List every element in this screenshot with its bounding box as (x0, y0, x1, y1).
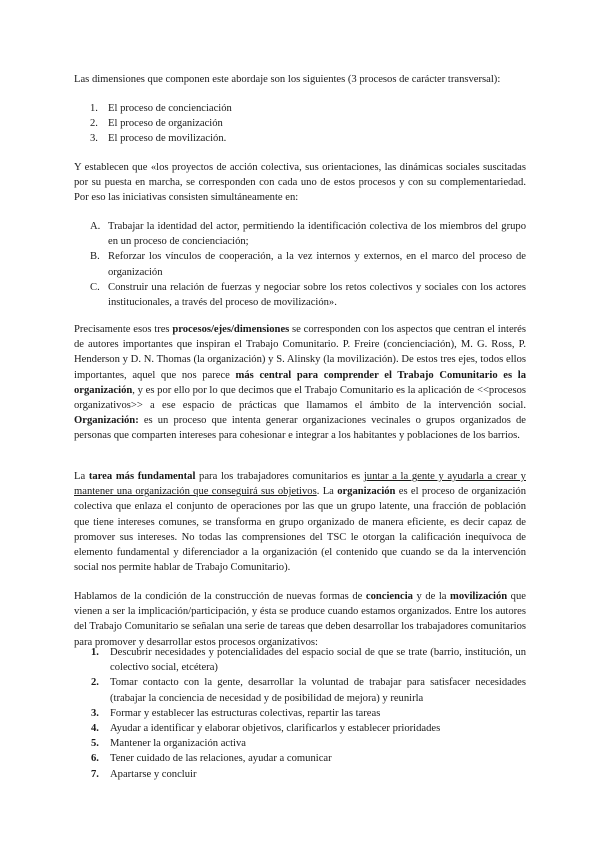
tarea-paragraph: La tarea más fundamental para los trabajadores comunitarios es juntar a la gente y ayudarla a crear y mantener una organización que conseguirá sus objetivos. La organización es el proceso de organización colectiva que enlaza el conjunto de operaciones por las que un grupo latente, una fracción de población que tiene intereses comunes, se transforma en grupo organizado de manera eficiente, es decir capaz de promover sus intereses. No todas las comprensiones del TSC le otorgan la calificación inequívoca de elemento fundamental y diferenciador a la organización (el contenido que cuando se da la intervención social nos permite hablar de Trabajo Comunitario). (74, 471, 526, 574)
list-item: A. Trabajar la identidad del actor, permitiendo la identificación colectiva de los miembros del grupo en un proceso de concienciación; (90, 221, 526, 248)
hablamos-paragraph: Hablamos de la condición de la construcción de nuevas formas de conciencia y de la movilización que vienen a ser la implicación/participación, y ésta se produce cuando estamos organizados. Entre los autores del Trabajo Comunitario se señalan una serie de tareas que deben desarrollar los trabajadores comunitarios para promover y desarrollar estos procesos organizativos: (74, 591, 526, 648)
list-item: 1. Descubrir necesidades y potencialidades del espacio social de que se trate (barrio, institución, un colectivo social, etcétera) (91, 647, 526, 674)
bold-term: más central para comprender el Trabajo Comunitario es la organización (74, 369, 526, 396)
bold-term: tarea más fundamental (88, 471, 196, 482)
list-item: 4. Ayudar a identificar y elaborar objetivos, clarificarlos y establecer prioridades (91, 723, 441, 735)
bold-term: movilización (450, 591, 508, 602)
list-item: 2. El proceso de organización (90, 118, 223, 130)
intro-paragraph: Las dimensiones que componen este abordaje son los siguientes (3 procesos de carácter transversal): (74, 74, 501, 85)
list-item: 2. Tomar contacto con la gente, desarrollar la voluntad de trabajar para satisfacer necesidades (trabajar la conciencia de necesidad y de posibilidad de mejora) y reunirla (91, 677, 526, 704)
bold-term: procesos/ejes/dimensiones (172, 324, 290, 335)
initiatives-list (74, 219, 526, 310)
procesos-paragraph: Precisamente esos tres procesos/ejes/dimensiones se corresponden con los aspectos que centran el interés de autores importantes que inspiran el Trabajo Comunitario. P. Freire (concienciación), M. G. Ross, P. Henderson y D. N. Thomas (la organización) y S. Alinsky (la movilización). De estos tres ejes, todos ellos importantes, aquel que nos parece más central para comprender el Trabajo Comunitario es la organización, y es por ello por lo que decimos que el Trabajo Comunitario es la aplicación de <<procesos organizativos>> a ese espacio de prácticas que llamamos el ámbito de la intervención social. Organización: es un proceso que intenta generar organizaciones vecinales o grupos organizados de personas que comparten intereses para cohesionar e integrar a los habitantes y poblaciones de los barrios. (74, 324, 527, 442)
bold-term: Organización: (74, 415, 139, 427)
establecen-paragraph: Y establecen que «los proyectos de acción colectiva, sus orientaciones, las dinámicas sociales suscitadas por su puesta en marcha, se corresponden con cada uno de estos procesos y con su complementariedad. Por eso las iniciativas consisten simultáneamente en: (74, 162, 526, 204)
list-item: 3. El proceso de movilización. (90, 133, 227, 145)
list-item: C. Construir una relación de fuerzas y negociar sobre los retos colectivos y sociales con los actores institucionales, a través del proceso de movilización». (90, 281, 526, 309)
bold-term: conciencia (365, 591, 413, 602)
list-item: 7. Apartarse y concluir (91, 768, 197, 780)
processes-list (74, 101, 526, 147)
list-item: 6. Tener cuidado de las relaciones, ayudar a comunicar (91, 753, 332, 765)
list-item: B. Reforzar los vínculos de cooperación, a la vez internos y externos, en el marco del proceso de organización (90, 251, 526, 278)
list-item: 3. Formar y establecer las estructuras colectivas, repartir las tareas (91, 707, 381, 719)
bold-term: organización (337, 486, 396, 498)
list-item: 1. El proceso de concienciación (90, 103, 232, 114)
tasks-list (74, 645, 526, 782)
underlined-phrase: juntar a la gente y ayudarla a crear y mantener una organización que conseguirá sus objetivos (74, 471, 526, 498)
list-item: 5. Mantener la organización activa (91, 738, 246, 750)
